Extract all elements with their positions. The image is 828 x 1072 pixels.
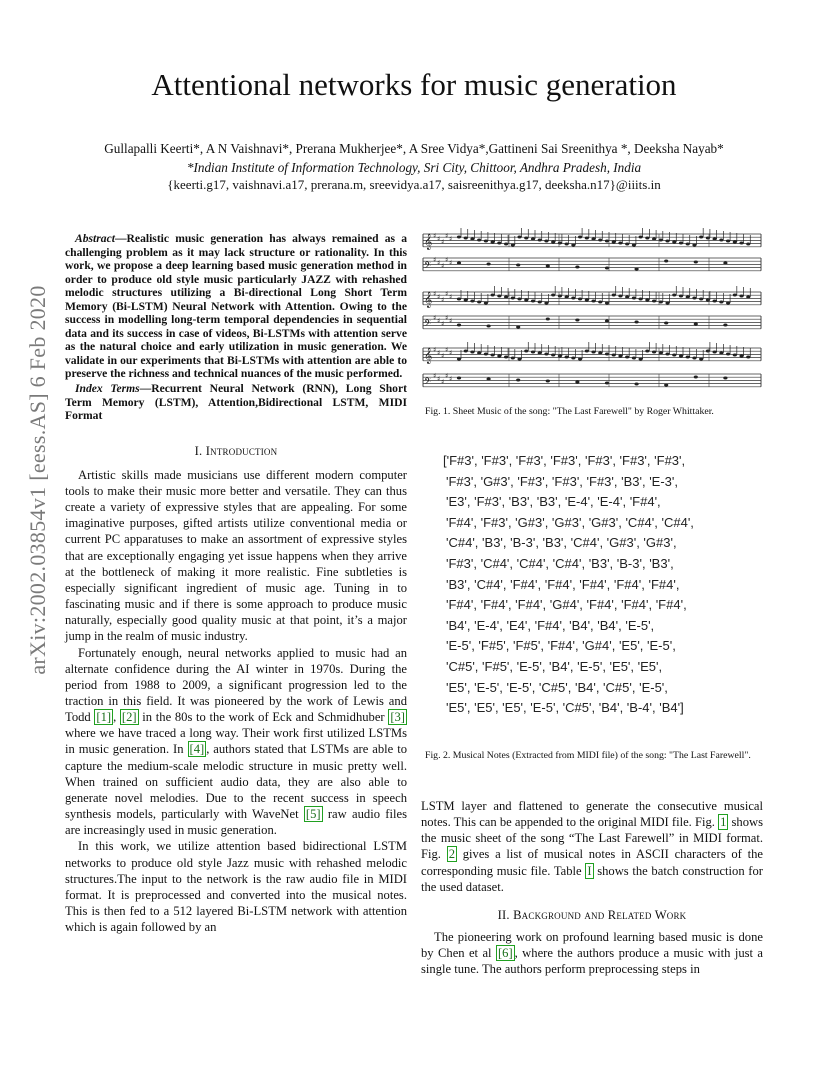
sharp-sign: ♯ bbox=[433, 290, 437, 298]
note-head bbox=[605, 353, 609, 356]
note-head bbox=[723, 377, 727, 380]
note-head bbox=[591, 238, 595, 241]
note-head bbox=[516, 379, 520, 382]
note-head bbox=[565, 356, 569, 359]
note-head bbox=[739, 295, 743, 298]
note-head bbox=[565, 296, 569, 299]
sharp-sign: ♯ bbox=[445, 314, 449, 322]
note-head bbox=[733, 241, 737, 244]
note-head bbox=[686, 243, 690, 246]
sharp-sign: ♯ bbox=[441, 238, 445, 246]
notes-line: 'B4', 'E-4', 'E4', 'F#4', 'B4', 'B4', 'E-5', bbox=[446, 617, 655, 633]
note-head bbox=[612, 294, 616, 297]
notes-line: 'E5', 'E5', 'E5', 'E-5', 'C#5', 'B4', 'B-4', 'B4'] bbox=[446, 700, 684, 716]
note-head bbox=[551, 354, 555, 357]
note-head bbox=[726, 302, 730, 305]
note-head bbox=[551, 241, 555, 244]
note-head bbox=[598, 239, 602, 242]
right-column bbox=[421, 798, 763, 978]
note-head bbox=[591, 300, 595, 303]
note-head bbox=[544, 302, 548, 305]
note-head bbox=[591, 351, 595, 354]
clef-sign: 𝄞 bbox=[424, 348, 433, 364]
note-head bbox=[665, 240, 669, 243]
note-head bbox=[487, 378, 491, 381]
citation-4[interactable]: [4] bbox=[189, 742, 205, 757]
note-head bbox=[664, 260, 668, 263]
note-head bbox=[457, 262, 461, 265]
note-head bbox=[551, 294, 555, 297]
note-head bbox=[544, 240, 548, 243]
sharp-sign: ♯ bbox=[437, 235, 441, 243]
note-head bbox=[516, 264, 520, 267]
note-head bbox=[665, 302, 669, 305]
note-head bbox=[733, 354, 737, 357]
note-head bbox=[713, 351, 717, 354]
citation-6[interactable]: [6] bbox=[497, 946, 513, 961]
sharp-sign: ♯ bbox=[441, 378, 445, 386]
notes-line: 'F#3', 'C#4', 'C#4', 'C#4', 'B3', 'B-3', 'B3', bbox=[446, 555, 674, 571]
note-head bbox=[585, 237, 589, 240]
note-head bbox=[504, 356, 508, 359]
note-head bbox=[598, 301, 602, 304]
index-terms-label: Index Terms bbox=[75, 382, 140, 396]
note-head bbox=[484, 353, 488, 356]
note-head bbox=[713, 238, 717, 241]
note-head bbox=[639, 298, 643, 301]
note-head bbox=[686, 356, 690, 359]
note-head bbox=[733, 294, 737, 297]
note-head bbox=[672, 294, 676, 297]
note-head bbox=[645, 299, 649, 302]
note-head bbox=[585, 350, 589, 353]
note-head bbox=[639, 358, 643, 361]
note-head bbox=[726, 353, 730, 356]
notes-line: 'E3', 'F#3', 'B3', 'B3', 'E-4', 'E-4', 'F#4', bbox=[446, 494, 661, 510]
note-head bbox=[664, 384, 668, 387]
note-head bbox=[686, 296, 690, 299]
note-head bbox=[632, 297, 636, 300]
note-head bbox=[706, 350, 710, 353]
note-head bbox=[571, 297, 575, 300]
section-introduction-heading: I. Introduction bbox=[194, 443, 278, 458]
note-head bbox=[692, 297, 696, 300]
note-head bbox=[719, 352, 723, 355]
note-head bbox=[665, 353, 669, 356]
note-head bbox=[491, 294, 495, 297]
right-paragraph-1: LSTM layer and flattened to generate the consecutive musical notes. This can be appended to the original MIDI file. Fig. 1 shows the music sheet of the song “The Last Farewell” in MIDI format. Fig. 2 gives a list of musical notes in ASCII characters of the corresponding music file. Table I shows the batch construction for the used dataset. bbox=[421, 799, 763, 894]
note-head bbox=[546, 318, 550, 321]
clef-sign: 𝄞 bbox=[424, 292, 433, 308]
note-head bbox=[723, 324, 727, 327]
sharp-sign: ♯ bbox=[437, 259, 441, 267]
abstract bbox=[65, 232, 407, 381]
note-head bbox=[652, 300, 656, 303]
note-head bbox=[487, 325, 491, 328]
figure-2-link[interactable]: 2 bbox=[448, 847, 455, 862]
sharp-sign: ♯ bbox=[437, 349, 441, 357]
note-head bbox=[516, 326, 520, 329]
table-1-link[interactable]: I bbox=[587, 863, 592, 878]
citation-5[interactable]: [5] bbox=[305, 807, 321, 822]
note-head bbox=[618, 242, 622, 245]
note-head bbox=[706, 299, 710, 302]
note-head bbox=[739, 355, 743, 358]
note-head bbox=[605, 382, 609, 385]
note-head bbox=[511, 297, 515, 300]
note-head bbox=[538, 301, 542, 304]
sharp-sign: ♯ bbox=[433, 314, 437, 322]
note-head bbox=[477, 239, 481, 242]
note-head bbox=[578, 358, 582, 361]
note-head bbox=[746, 356, 750, 359]
note-head bbox=[497, 295, 501, 298]
sharp-sign: ♯ bbox=[433, 256, 437, 264]
note-head bbox=[464, 299, 468, 302]
figure-1-link[interactable]: 1 bbox=[720, 815, 727, 830]
arxiv-identifier: arXiv:2002.03854v1 [eess.AS] 6 Feb 2020 bbox=[25, 285, 50, 675]
note-head bbox=[598, 352, 602, 355]
note-head bbox=[694, 323, 698, 326]
note-head bbox=[558, 242, 562, 245]
note-head bbox=[487, 263, 491, 266]
note-head bbox=[659, 301, 663, 304]
figure-2-musical-notes bbox=[443, 451, 763, 719]
note-head bbox=[571, 357, 575, 360]
note-head bbox=[635, 383, 639, 386]
note-head bbox=[639, 236, 643, 239]
sharp-sign: ♯ bbox=[433, 232, 437, 240]
note-head bbox=[726, 240, 730, 243]
note-head bbox=[625, 296, 629, 299]
note-head bbox=[484, 240, 488, 243]
note-head bbox=[632, 244, 636, 247]
sharp-sign: ♯ bbox=[441, 296, 445, 304]
abstract-text: —Realistic music generation has always remained as a challenging problem as it may lack structure or rationality. In this work, we propose a deep learning based music generation method in order to produce old style music particularly JAZZ with rehashed melodic structures utilizing a Bi-directional Long Short Term Memory (Bi-LSTM) Neural Network with Attention. Owing to the success in modelling long-term temporal dependencies in sequential data and its success in case of videos, Bi-LSTMs with attention serve as the natural choice and early utilization in music generation. We validate in our experiments that Bi-LSTMs with attention are able to preserve the richness and technical nuances of the music performed. bbox=[65, 232, 407, 381]
note-head bbox=[739, 242, 743, 245]
note-head bbox=[531, 300, 535, 303]
note-head bbox=[517, 298, 521, 301]
note-head bbox=[464, 237, 468, 240]
note-head bbox=[457, 377, 461, 380]
note-head bbox=[457, 358, 461, 361]
note-head bbox=[692, 244, 696, 247]
note-head bbox=[470, 351, 474, 354]
sharp-sign: ♯ bbox=[445, 346, 449, 354]
clef-sign: 𝄢 bbox=[424, 376, 432, 389]
clef-sign: 𝄢 bbox=[424, 260, 432, 273]
note-head bbox=[659, 352, 663, 355]
note-head bbox=[585, 299, 589, 302]
abstract-label: Abstract bbox=[75, 232, 115, 245]
intro-paragraph-1: Artistic skills made musicians use different modern computer tools to make their music more better and versatile. They can thus create a variety of expressive styles that are appealing. For some imaginative purposes, gifted artists utilize conventional media or current PC apparatuses to make an assortment of expressive styles that are exceptionally engaging yet issue happens when they arrive at the bottleneck of making it more realistic. Fine subtleties is especially significant ingredient of music age. Tuning in to fascinating music and if there is some approach to produce music naturally, especially good quality music at that point, it’s a major jump in the realm of music industry. bbox=[65, 467, 407, 644]
note-head bbox=[713, 300, 717, 303]
note-head bbox=[538, 352, 542, 355]
note-head bbox=[511, 357, 515, 360]
notes-line: 'C#5', 'F#5', 'E-5', 'B4', 'E-5', 'E5', 'E5', bbox=[446, 658, 663, 674]
note-head bbox=[464, 350, 468, 353]
intro-paragraph-2: Fortunately enough, neural networks applied to music had an alternate confidence during the AI winter in 1970s. During the period from 1988 to 2009, a significant progression led to the traction in this field. It was pioneered by the work of Lewis and Todd [1] , [2] in the 80s to the work of Eck and Schmidhuber [3] where we have traced a long way. Their work first utilized LSTMs in music generation. In [4] , authors stated that LSTMs are able to capture the medium-scale melodic structure in music pretty well. When trained on sufficient audio data, they are also able to generate novel melodies. Due to the recent success in speech synthesis models, particularly with WaveNet [5] raw audio files are increasingly used in music generation. bbox=[65, 645, 407, 838]
note-head bbox=[575, 266, 579, 269]
note-head bbox=[664, 322, 668, 325]
note-head bbox=[524, 237, 528, 240]
note-head bbox=[635, 268, 639, 271]
note-head bbox=[719, 301, 723, 304]
note-head bbox=[746, 243, 750, 246]
sharp-sign: ♯ bbox=[441, 320, 445, 328]
note-head bbox=[578, 298, 582, 301]
sharp-sign: ♯ bbox=[437, 317, 441, 325]
note-head bbox=[511, 244, 515, 247]
notes-line: 'F#4', 'F#4', 'F#4', 'G#4', 'F#4', 'F#4', 'F#4', bbox=[446, 597, 687, 613]
note-head bbox=[558, 295, 562, 298]
note-head bbox=[571, 244, 575, 247]
note-head bbox=[477, 352, 481, 355]
figure-1-caption: Fig. 1. Sheet Music of the song: "The Last Farewell" by Roger Whittaker. bbox=[425, 406, 714, 417]
sharp-sign: ♯ bbox=[449, 293, 453, 301]
notes-line: 'C#4', 'B3', 'B-3', 'B3', 'C#4', 'G#3', 'G#3', bbox=[446, 535, 677, 551]
notes-line: 'B3', 'C#4', 'F#4', 'F#4', 'F#4', 'F#4', 'F#4', bbox=[446, 576, 680, 592]
note-head bbox=[605, 320, 609, 323]
note-head bbox=[719, 239, 723, 242]
note-head bbox=[477, 301, 481, 304]
note-head bbox=[524, 299, 528, 302]
note-head bbox=[618, 355, 622, 358]
note-head bbox=[524, 350, 528, 353]
note-head bbox=[504, 296, 508, 299]
sharp-sign: ♯ bbox=[449, 317, 453, 325]
sharp-sign: ♯ bbox=[449, 375, 453, 383]
sharp-sign: ♯ bbox=[445, 256, 449, 264]
citation-1[interactable]: [1] bbox=[96, 710, 112, 725]
note-head bbox=[575, 381, 579, 384]
note-head bbox=[497, 355, 501, 358]
note-head bbox=[679, 355, 683, 358]
notes-line: ['F#3', 'F#3', 'F#3', 'F#3', 'F#3', 'F#3', 'F#3', bbox=[443, 453, 686, 468]
note-head bbox=[504, 243, 508, 246]
figure-1-sheet-music bbox=[421, 228, 763, 398]
note-head bbox=[517, 358, 521, 361]
note-head bbox=[645, 350, 649, 353]
note-head bbox=[652, 351, 656, 354]
note-head bbox=[517, 236, 521, 239]
note-head bbox=[659, 239, 663, 242]
paper-title: Attentional networks for music generation bbox=[151, 67, 677, 102]
note-head bbox=[699, 236, 703, 239]
sharp-sign: ♯ bbox=[433, 346, 437, 354]
figure-2-caption: Fig. 2. Musical Notes (Extracted from MIDI file) of the song: "The Last Farewell". bbox=[425, 750, 751, 761]
note-head bbox=[546, 380, 550, 383]
note-head bbox=[612, 241, 616, 244]
note-head bbox=[457, 236, 461, 239]
note-head bbox=[546, 265, 550, 268]
background-paragraph-1: The pioneering work on profound learning based music is done by Chen et al [6] , where the authors produce a music with just a single tune. The authors perform preprocessing steps in bbox=[421, 930, 763, 977]
sharp-sign: ♯ bbox=[437, 293, 441, 301]
sharp-sign: ♯ bbox=[441, 262, 445, 270]
index-terms bbox=[65, 382, 407, 423]
sharp-sign: ♯ bbox=[441, 352, 445, 360]
note-head bbox=[578, 236, 582, 239]
note-head bbox=[746, 296, 750, 299]
note-head bbox=[544, 353, 548, 356]
note-head bbox=[672, 241, 676, 244]
note-head bbox=[565, 243, 569, 246]
sharp-sign: ♯ bbox=[433, 372, 437, 380]
note-head bbox=[679, 295, 683, 298]
left-column bbox=[65, 232, 407, 935]
note-head bbox=[470, 300, 474, 303]
clef-sign: 𝄢 bbox=[424, 318, 432, 331]
note-head bbox=[679, 242, 683, 245]
sharp-sign: ♯ bbox=[449, 259, 453, 267]
note-head bbox=[531, 351, 535, 354]
note-head bbox=[484, 302, 488, 305]
note-head bbox=[497, 242, 501, 245]
sharp-sign: ♯ bbox=[445, 232, 449, 240]
section-background-heading: II. Background and Related Work bbox=[497, 907, 687, 922]
author-list: Gullapalli Keerti*, A N Vaishnavi*, Prerana Mukherjee*, A Sree Vidya*,Gattineni Sai Sreenithya *, Deeksha Nayab* bbox=[104, 141, 724, 156]
note-head bbox=[575, 319, 579, 322]
note-head bbox=[632, 357, 636, 360]
note-head bbox=[491, 354, 495, 357]
note-head bbox=[605, 267, 609, 270]
note-head bbox=[491, 241, 495, 244]
note-head bbox=[672, 354, 676, 357]
sharp-sign: ♯ bbox=[449, 235, 453, 243]
notes-line: 'E5', 'E-5', 'E-5', 'C#5', 'B4', 'C#5', 'E-5', bbox=[446, 679, 668, 695]
note-head bbox=[723, 262, 727, 265]
note-head bbox=[457, 298, 461, 301]
note-head bbox=[645, 237, 649, 240]
note-head bbox=[605, 302, 609, 305]
note-head bbox=[538, 239, 542, 242]
note-head bbox=[457, 324, 461, 327]
note-head bbox=[699, 358, 703, 361]
note-head bbox=[605, 240, 609, 243]
sharp-sign: ♯ bbox=[437, 375, 441, 383]
note-head bbox=[706, 237, 710, 240]
author-emails: {keerti.g17, vaishnavi.a17, prerana.m, sreevidya.a17, saisreenithya.g17, deeksha.n17}@iiits.in bbox=[167, 177, 661, 192]
note-head bbox=[625, 243, 629, 246]
note-head bbox=[694, 261, 698, 264]
notes-line: 'F#3', 'G#3', 'F#3', 'F#3', 'F#3', 'B3', 'E-3', bbox=[446, 473, 679, 489]
note-head bbox=[699, 298, 703, 301]
sharp-sign: ♯ bbox=[445, 372, 449, 380]
citation-3[interactable]: [3] bbox=[390, 710, 405, 725]
note-head bbox=[618, 295, 622, 298]
index-terms-text: —Recurrent Neural Network (RNN), Long Short Term Memory (LSTM), Attention,Bidirectional LSTM, MIDI Format bbox=[65, 382, 407, 423]
sharp-sign: ♯ bbox=[445, 290, 449, 298]
note-head bbox=[612, 354, 616, 357]
notes-line: 'F#4', 'F#3', 'G#3', 'G#3', 'G#3', 'C#4', 'C#4', bbox=[446, 514, 694, 530]
note-head bbox=[635, 321, 639, 324]
note-head bbox=[692, 357, 696, 360]
intro-paragraph-3: In this work, we utilize attention based bidirectional LSTM networks to produce old style Jazz music with rehashed melodic structures.The input to the network is the raw audio file in MIDI format. It is preprocessed and converted into the musical notes. This is then fed to a 512 layered Bi-LSTM network with attention which is again followed by an bbox=[65, 839, 407, 935]
note-head bbox=[625, 356, 629, 359]
clef-sign: 𝄞 bbox=[424, 234, 433, 250]
note-head bbox=[470, 238, 474, 241]
note-head bbox=[652, 238, 656, 241]
note-head bbox=[531, 238, 535, 241]
affiliation: *Indian Institute of Information Technology, Sri City, Chittoor, Andhra Pradesh, India bbox=[186, 160, 642, 175]
note-head bbox=[558, 355, 562, 358]
note-head bbox=[694, 376, 698, 379]
citation-2[interactable]: [2] bbox=[121, 710, 137, 725]
sharp-sign: ♯ bbox=[449, 349, 453, 357]
notes-line: 'E-5', 'F#5', 'F#5', 'F#4', 'G#4', 'E5', 'E-5', bbox=[446, 638, 676, 654]
